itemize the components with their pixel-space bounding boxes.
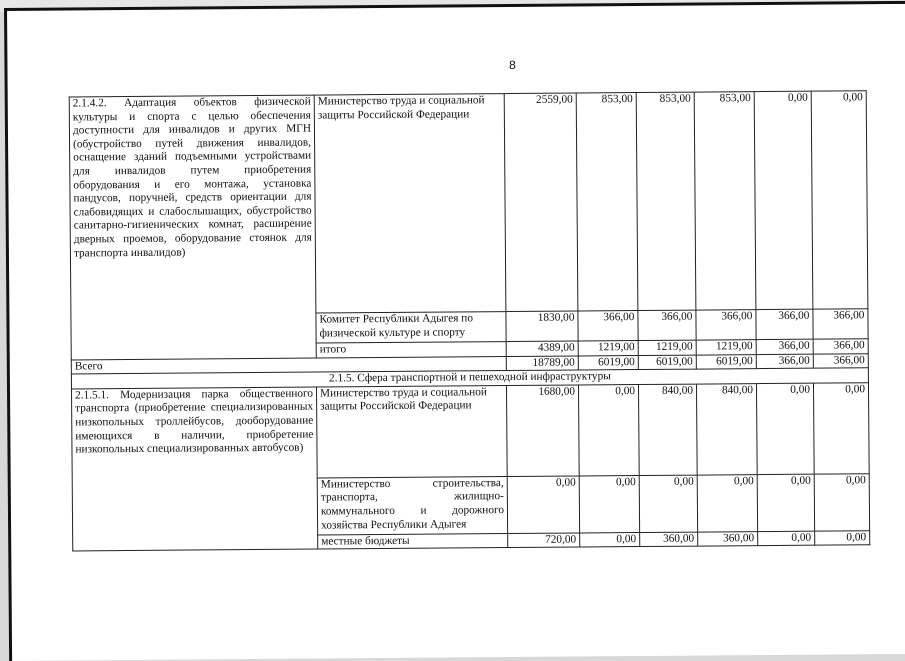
executor-cell: Министерство труда и социальной защиты Российской Федерации: [316, 385, 507, 477]
budget-table: [69, 90, 871, 552]
table-row: [69, 91, 868, 315]
value-cell: 366,00: [756, 354, 813, 369]
value-cell: 0,00: [813, 383, 869, 474]
value-cell: 0,00: [815, 530, 870, 545]
value-cell: 0,00: [756, 383, 814, 474]
value-cell: 1219,00: [696, 340, 756, 355]
value-cell: 360,00: [640, 532, 698, 547]
value-cell: 853,00: [576, 93, 638, 311]
section-header: 2.1.5. Сфера транспортной и пешеходной инфраструктуры: [71, 368, 868, 389]
total-label: Всего: [71, 356, 506, 374]
value-cell: 366,00: [813, 339, 868, 354]
table-row: [71, 383, 869, 480]
value-cell: 1680,00: [506, 385, 579, 477]
value-cell: 0,00: [697, 474, 757, 531]
value-cell: 0,00: [814, 474, 869, 531]
value-cell: 840,00: [638, 384, 697, 475]
value-cell: 1219,00: [638, 340, 696, 355]
value-cell: 0,00: [580, 532, 640, 547]
value-cell: 0,00: [757, 474, 814, 531]
subtotal-label: итого: [316, 342, 506, 358]
measure-description: 2.1.5.1. Модернизация парка общественного транспорта (приобретение специализированных низкопольных троллейбусов, дооборудование имеющихся в наличии, приобретение низкопольных специализированных автобусов): [71, 387, 317, 552]
value-cell: 6019,00: [578, 355, 638, 370]
value-cell: 366,00: [696, 310, 756, 340]
value-cell: 853,00: [694, 92, 756, 310]
value-cell: 0,00: [507, 476, 579, 534]
value-cell: 720,00: [508, 533, 580, 548]
value-cell: 853,00: [636, 92, 696, 310]
value-cell: 366,00: [638, 310, 696, 340]
value-cell: 0,00: [578, 384, 639, 475]
value-cell: 0,00: [754, 91, 813, 309]
executor-cell: Министерство строительства, транспорта, жилищно-коммунального и дорожного хозяйства Республики Адыгея: [317, 476, 507, 534]
value-cell: 0,00: [811, 91, 868, 309]
value-cell: 0,00: [579, 475, 639, 532]
value-cell: 366,00: [756, 309, 813, 339]
value-cell: 840,00: [696, 383, 757, 474]
value-cell: 6019,00: [638, 355, 696, 370]
value-cell: 360,00: [698, 531, 758, 546]
value-cell: 6019,00: [696, 354, 756, 369]
value-cell: 0,00: [758, 531, 815, 546]
value-cell: 0,00: [639, 475, 697, 532]
executor-cell: Комитет Республики Адыгея по физической культуре и спорту: [316, 312, 506, 343]
value-cell: 366,00: [756, 339, 813, 354]
value-cell: 1219,00: [578, 341, 638, 356]
value-cell: 366,00: [578, 311, 638, 341]
value-cell: 4389,00: [506, 341, 578, 356]
value-cell: 2559,00: [504, 93, 578, 312]
value-cell: 1830,00: [506, 311, 578, 342]
executor-cell: местные бюджеты: [318, 533, 508, 549]
value-cell: 18789,00: [506, 356, 578, 371]
document-page: [4, 1, 905, 661]
value-cell: 366,00: [813, 353, 868, 368]
value-cell: 366,00: [813, 309, 868, 339]
executor-cell: Министерство труда и социальной защиты Российской Федерации: [314, 94, 506, 313]
page-number: 8: [509, 57, 516, 73]
measure-description: 2.1.4.2. Адаптация объектов физической культуры и спорта с целью обеспечения доступности для инвалидов и других МГН (обустройство путей движения инвалидов, оснащение зданий подъемными устройствами для инвалидов путем приобретения оборудования и его монтажа, установка пандусов, поручней, средств ориентации для слабовидящих и слабослышащих, обустройство санитарно-гигиенических комнат, расширение дверных проемов, оборудование стоянок для транспорта инвалидов): [69, 95, 316, 360]
